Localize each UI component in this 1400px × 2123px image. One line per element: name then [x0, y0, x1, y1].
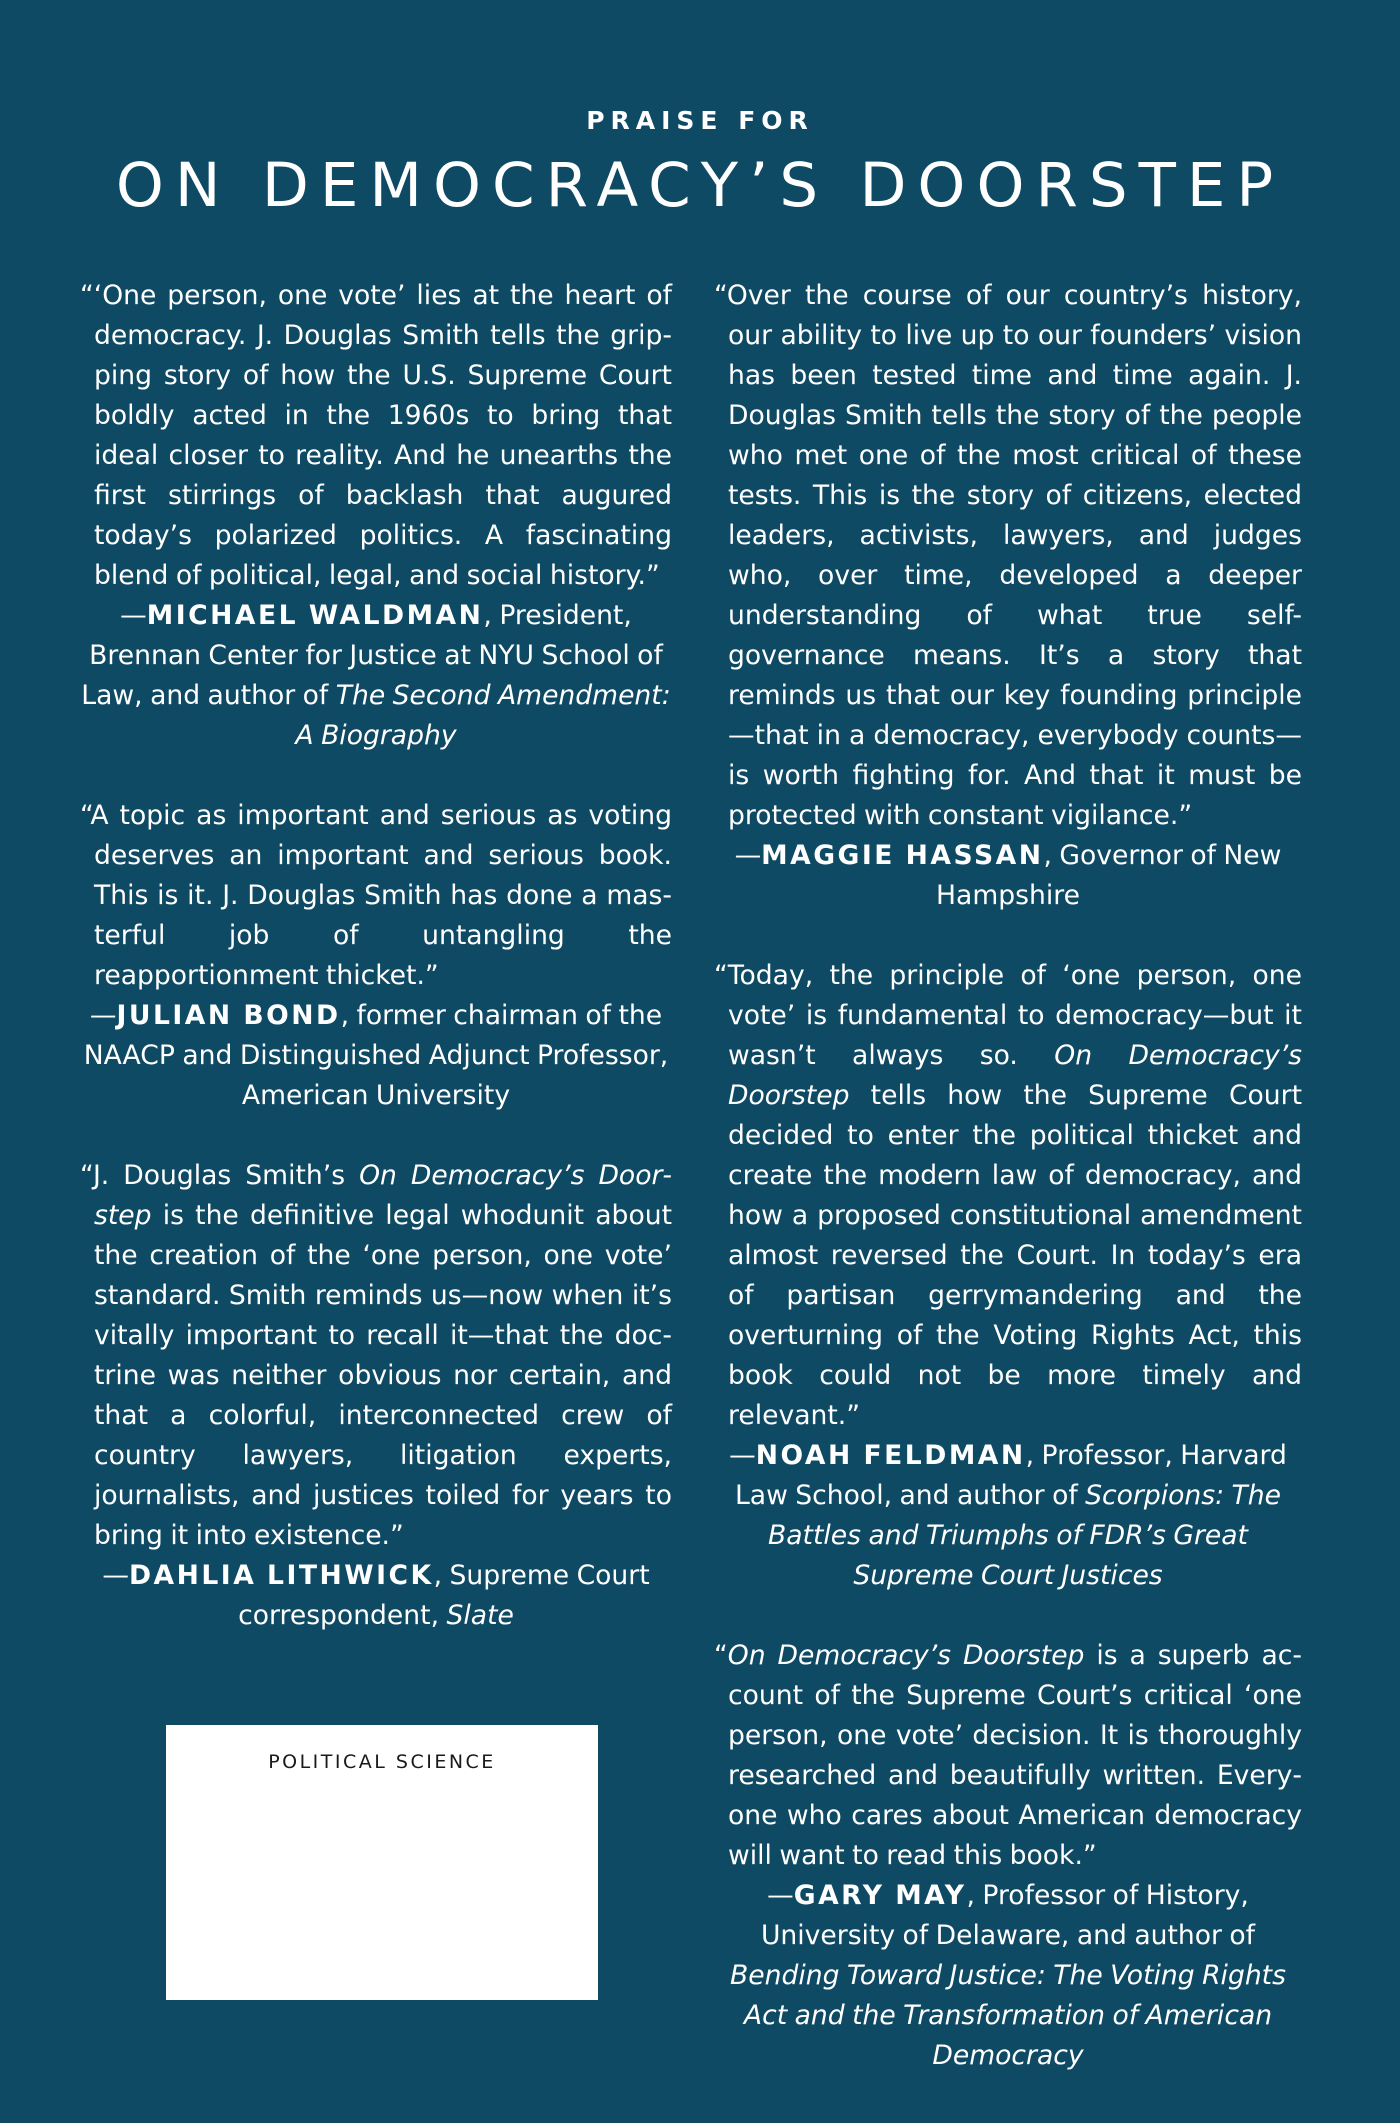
blurb-attribution — [80, 596, 672, 756]
author-name: DAHLIA LITHWICK — [128, 1560, 434, 1591]
author-name: NOAH FELDMAN — [755, 1440, 1026, 1471]
author-work: Bending Toward Justice: The Voting Rights Act and the Transformation of American Democracy — [730, 1960, 1286, 2071]
attribution-dash: — — [767, 1880, 794, 1911]
author-work: Slate — [446, 1600, 514, 1631]
attribution-dash: — — [89, 1000, 117, 1031]
author-role: , Professor, Harvard Law School, and author of — [734, 1440, 1287, 1511]
quote-text: “J. Douglas Smith’s — [80, 1160, 360, 1191]
quote-text: tells how the Supreme Court decided to enter the political thicket and create the modern law of democracy, and how a proposed constitutional amendment almost reversed the Court. In today’s era of partisan gerrymandering and the overturning of the Voting Rights Act, this book could not be more timely and relevant.” — [728, 1080, 1302, 1431]
author-role: , Professor of History, University of Delaware, and author of — [760, 1880, 1256, 1951]
blurb-quote — [714, 956, 1302, 1436]
praise-for-heading: PRAISE FOR — [586, 106, 814, 135]
author-work: The Second Amendment: A Biography — [295, 680, 671, 751]
author-role: , former chairman of the NAACP and Distinguished Adjunct Professor, American University — [83, 1000, 669, 1111]
blurb-quote — [714, 1636, 1302, 1876]
author-role: , Governor of New Hampshire — [936, 840, 1282, 911]
book-title: ON DEMOCRACY’S DOORSTEP — [115, 150, 1285, 221]
attribution-dash: — — [102, 1560, 129, 1591]
quote-text: is the definitive legal whodunit about the creation of the ‘one person, one vote’ standard. Smith reminds us—now when it’s vitally important to recall it—that the doctrine was neither obvious nor certain, and that a colorful, interconnected crew of country lawyers, litigation experts, journalists, and justices toiled for years to bring it into existence.” — [94, 1200, 672, 1551]
quote-text: is a superb account of the Supreme Court’s critical ‘one person, one vote’ decision. It is thoroughly researched and beautifully written. Everyone who cares about American democracy will want to read this book.” — [728, 1640, 1302, 1871]
blurb-hassan — [714, 276, 1302, 916]
left-column — [80, 276, 672, 1636]
blurb-attribution — [80, 996, 672, 1116]
author-name: MAGGIE HASSAN — [761, 840, 1044, 871]
blurb-quote: “Over the course of our country’s history, our ability to live up to our founders’ vision has been tested time and time again. J. Douglas Smith tells the story of the people who met one of the most critical of these tests. This is the story of citizens, elected leaders, activists, lawyers, and judges who, over time, developed a deeper understanding of what true self-governance means. It’s a story that reminds us that our key founding principle—that in a democracy, everybody counts—is worth fighting for. And that it must be protected with constant vigilance.” — [714, 280, 1302, 831]
blurb-attribution — [714, 1876, 1302, 2076]
author-name: GARY MAY — [793, 1880, 967, 1911]
blurb-waldman — [80, 276, 672, 756]
blurb-attribution — [80, 1556, 672, 1636]
blurb-feldman — [714, 956, 1302, 1596]
attribution-dash: — — [734, 840, 762, 871]
blurb-lithwick — [80, 1156, 672, 1636]
blurb-may — [714, 1636, 1302, 2076]
quote-text: “Today, the principle of ‘one person, one vote’ is fundamental to democracy—but it wasn’t always so. — [714, 960, 1302, 1071]
blurb-attribution — [714, 1436, 1302, 1596]
blurb-quote: “‘One person, one vote’ lies at the heart of democracy. J. Douglas Smith tells the gripping story of how the U.S. Supreme Court boldly acted in the 1960s to bring that ideal closer to reality. And he unearths the first stirrings of backlash that augured today’s polarized politics. A fascinating blend of political, legal, and social history.” — [80, 280, 672, 591]
author-name: JULIAN BOND — [116, 1000, 341, 1031]
quote-text: “ — [714, 1640, 728, 1671]
attribution-dash: — — [729, 1440, 756, 1471]
quote-book-title: On Democracy’s Doorstep — [727, 1640, 1085, 1671]
author-role: , Supreme Court correspondent, — [238, 1560, 650, 1631]
author-role: , President, Brennan Center for Justice at NYU School of Law, and author of — [81, 600, 663, 711]
quote-book-title: On Democracy’s Doorstep — [728, 1040, 1303, 1111]
quote-book-title: On Democracy’s Doorstep — [94, 1160, 673, 1231]
author-work: Scorpions: The Battles and Triumphs of FDR’s Great Supreme Court Justices — [768, 1480, 1282, 1591]
blurb-bond — [80, 796, 672, 1116]
barcode-label-box — [166, 1725, 598, 2000]
category-label: POLITICAL SCIENCE — [268, 1751, 496, 1773]
blurb-attribution — [714, 836, 1302, 916]
blurb-quote — [80, 1156, 672, 1556]
right-column — [714, 276, 1302, 2076]
author-name: MICHAEL WALDMAN — [146, 600, 484, 631]
blurb-quote: “A topic as important and serious as voting deserves an important and serious book. This is it. J. Douglas Smith has done a masterful job of untangling the reapportionment thicket.” — [80, 800, 672, 991]
attribution-dash: — — [120, 600, 147, 631]
